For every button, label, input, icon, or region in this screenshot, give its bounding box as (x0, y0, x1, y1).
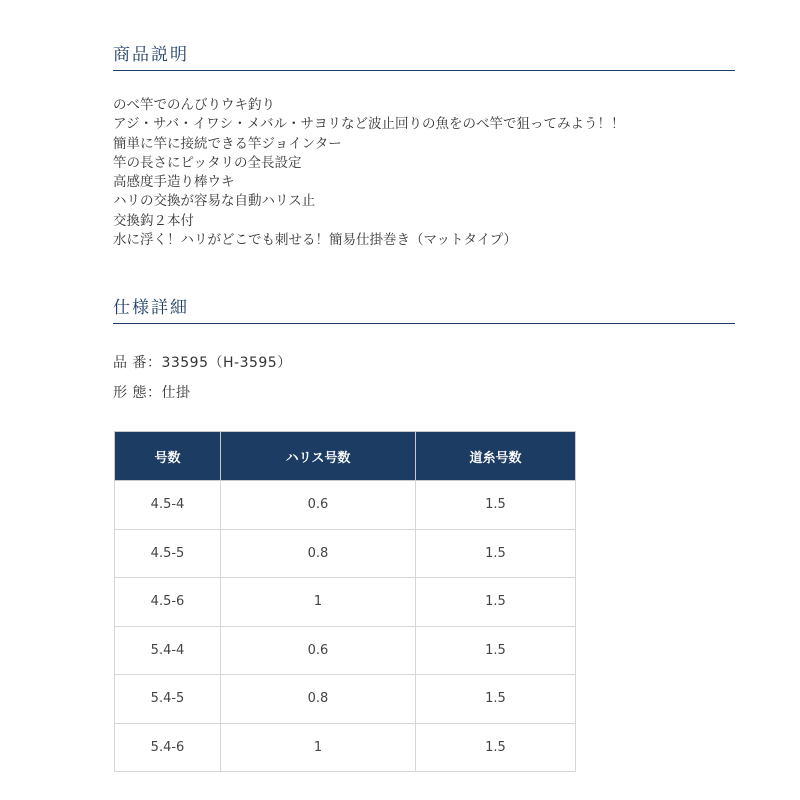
header-size: 号数 (115, 432, 221, 481)
table-cell: 4.5-5 (115, 529, 221, 578)
table-cell: 5.4-6 (115, 723, 221, 772)
table-cell: 0.8 (221, 675, 416, 724)
table-cell: 0.8 (221, 529, 416, 578)
table-cell: 5.4-4 (115, 626, 221, 675)
table-row (115, 529, 576, 578)
table-header-row (115, 432, 576, 481)
table-cell: 1.5 (416, 675, 576, 724)
description-line: 交換鈎２本付 (113, 212, 194, 229)
table-row (115, 578, 576, 627)
header-leader-size: ハリス号数 (221, 432, 416, 481)
table-row (115, 675, 576, 724)
table-cell: 1 (221, 723, 416, 772)
description-line: 水に浮く！ハリがどこでも刺せる！簡易仕掛巻き（マットタイプ） (113, 232, 517, 249)
table-row (115, 723, 576, 772)
description-line: 竿の長さにピッタリの全長設定 (113, 154, 302, 171)
table-cell: 1.5 (416, 481, 576, 530)
table-cell: 4.5-6 (115, 578, 221, 627)
table-cell: 4.5-4 (115, 481, 221, 530)
table-cell: 1.5 (416, 578, 576, 627)
description-line: 高感度手造り棒ウキ (113, 174, 235, 191)
description-line: アジ・サバ・イワシ・メバル・サヨリなど波止回りの魚をのべ竿で狙ってみよう！！ (113, 116, 625, 133)
table-cell: 5.4-5 (115, 675, 221, 724)
table-cell: 1.5 (416, 723, 576, 772)
product-code: 品 番：33595（H-3595） (113, 355, 292, 371)
description-line: のべ竿でのんびりウキ釣り (113, 97, 275, 113)
spec-table (114, 431, 576, 772)
header-mainline-size: 道糸号数 (416, 432, 576, 481)
description-list (113, 96, 625, 250)
table-cell: 1 (221, 578, 416, 627)
section-title-specifications: 仕様詳細 (113, 297, 735, 324)
table-cell: 0.6 (221, 481, 416, 530)
product-form: 形 態：仕掛 (113, 385, 191, 401)
table-row (115, 481, 576, 530)
description-line: 簡単に竿に接続できる竿ジョインター (113, 135, 342, 152)
table-cell: 0.6 (221, 626, 416, 675)
table-cell: 1.5 (416, 626, 576, 675)
description-line: ハリの交換が容易な自動ハリス止 (113, 193, 316, 210)
section-title-description: 商品説明 (113, 44, 735, 71)
table-row (115, 626, 576, 675)
table-cell: 1.5 (416, 529, 576, 578)
